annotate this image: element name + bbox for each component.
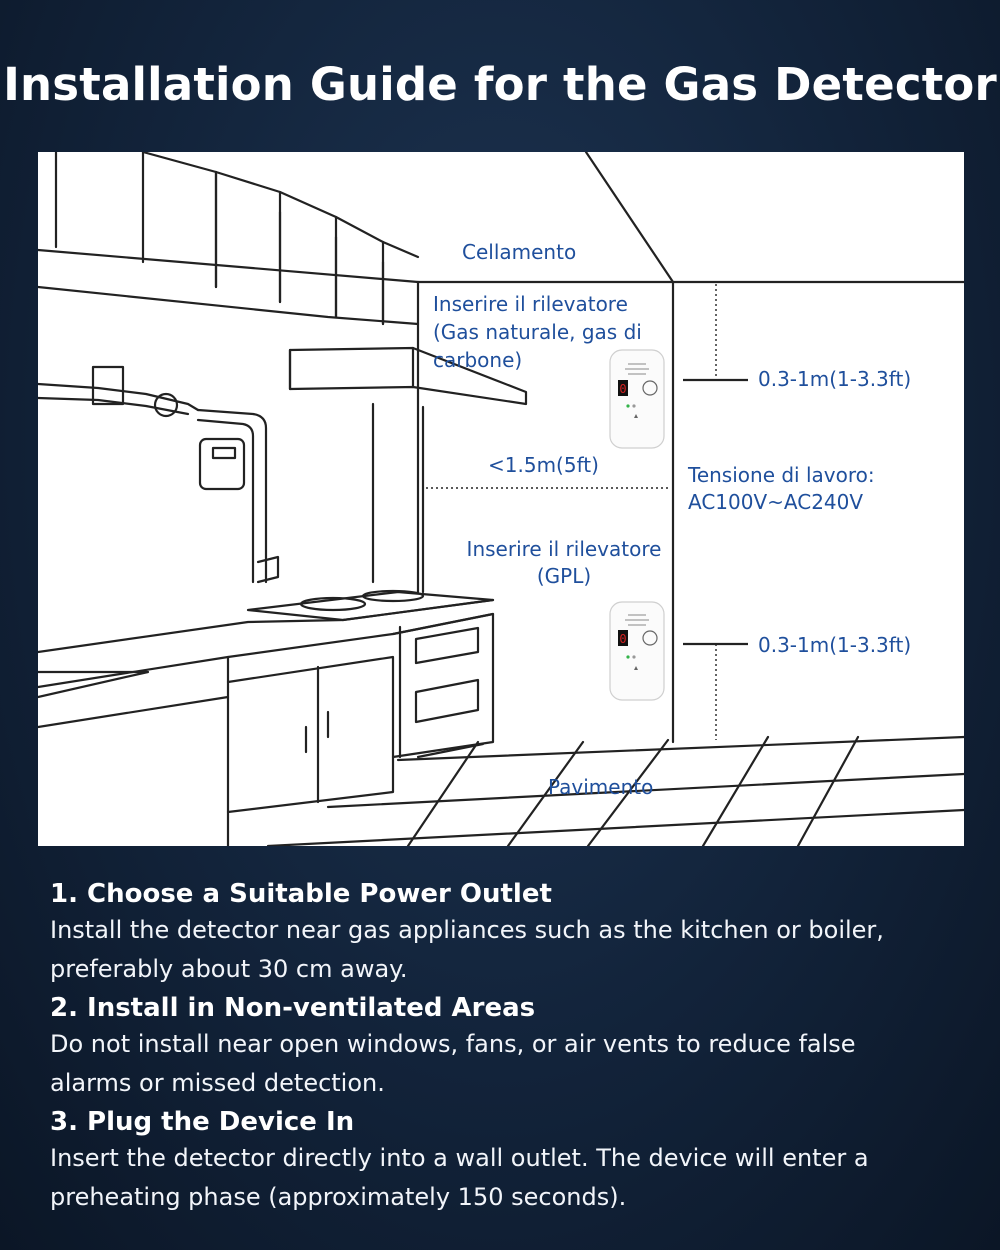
step-3-body-line2: preheating phase (approximately 150 seconds). <box>50 1183 627 1211</box>
page-title: Installation Guide for the Gas Detector <box>3 58 997 111</box>
kitchen-installation-diagram <box>38 152 964 846</box>
horizontal-distance-label: <1.5m(5ft) <box>488 453 599 477</box>
gas-meter <box>200 439 244 489</box>
step-2 <box>50 990 970 1102</box>
lower-distance-label: 0.3-1m(1-3.3ft) <box>758 633 912 657</box>
step-2-heading: 2. Install in Non-ventilated Areas <box>50 993 536 1023</box>
step-1-body-line2: preferably about 30 cm away. <box>50 955 408 983</box>
step-2-body-line1: Do not install near open windows, fans, or air vents to reduce false <box>50 1030 856 1058</box>
upper-distance-label: 0.3-1m(1-3.3ft) <box>758 367 912 391</box>
ceiling-edge <box>586 152 964 282</box>
step-3-heading: 3. Plug the Device In <box>50 1107 355 1137</box>
step-2-body-line2: alarms or missed detection. <box>50 1069 385 1097</box>
upper-detector-label-line1: Inserire il rilevatore <box>433 292 628 316</box>
lower-gas-detector-icon <box>610 602 664 700</box>
upper-detector-label-line2: (Gas naturale, gas di <box>433 320 642 344</box>
upper-gas-detector-icon <box>610 350 664 448</box>
upper-detector-label-line3: carbone) <box>433 348 523 372</box>
floor-label: Pavimento <box>548 775 654 799</box>
step-3 <box>50 1104 970 1216</box>
step-1-heading: 1. Choose a Suitable Power Outlet <box>50 879 552 909</box>
lower-detector-display: 0 <box>619 632 627 646</box>
step-1-body-line1: Install the detector near gas appliances such as the kitchen or boiler, <box>50 916 884 944</box>
lower-detector-label-line2: (GPL) <box>536 564 592 588</box>
voltage-label-line2: AC100V~AC240V <box>688 490 864 514</box>
installation-steps <box>50 876 970 1218</box>
upper-detector-display: 0 <box>619 382 627 396</box>
step-1 <box>50 876 970 988</box>
voltage-label-line1: Tensione di lavoro: <box>688 463 875 487</box>
lower-detector-label-line1: Inserire il rilevatore <box>466 537 662 561</box>
step-3-body-line1: Insert the detector directly into a wall outlet. The device will enter a <box>50 1144 869 1172</box>
ceiling-label: Cellamento <box>462 240 577 264</box>
